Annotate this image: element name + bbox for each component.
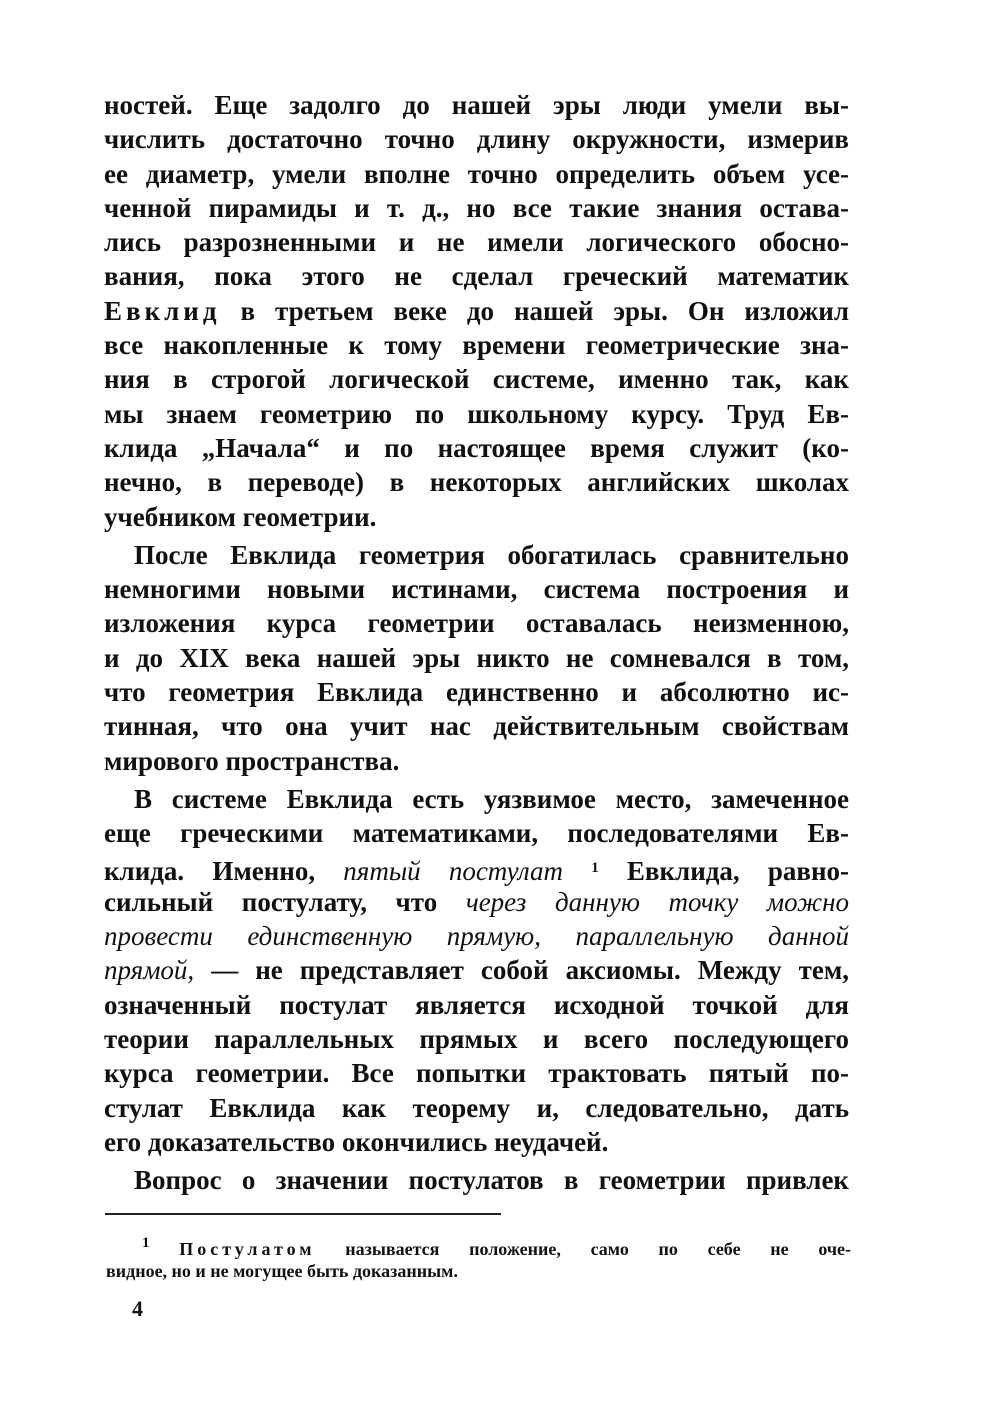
text-segment: все накопленные к тому времени геометрические зна- [104, 330, 849, 361]
text-line [104, 328, 849, 362]
text-line [104, 1056, 849, 1090]
text-segment: лись разрозненными и не имели логического обосно- [104, 227, 849, 258]
text-segment: стулат Евклида как теорему и, следовательно, дать [104, 1092, 849, 1123]
text-segment: нечно, в переводе) в некоторых английских школах [104, 467, 849, 498]
text-line [104, 191, 849, 225]
paragraph [104, 782, 849, 1159]
text-segment: клида „Начала“ и по настоящее время служит (ко- [104, 432, 849, 463]
italic-text: через данную точку можно [465, 886, 849, 917]
spaced-text: Постулатом [179, 1239, 316, 1259]
text-line [104, 885, 849, 919]
text-line [104, 157, 849, 191]
text-segment: числить достаточно точно длину окружности, измерив [104, 124, 849, 155]
text-line [104, 1091, 849, 1125]
text-segment: — не представляет собой аксиомы. Между тем, [194, 955, 849, 986]
text-line [104, 500, 849, 534]
footnote-marker: 1 [142, 1235, 150, 1251]
text-line [104, 572, 849, 606]
footnote-divider [105, 1213, 501, 1215]
text-segment: ченной пирамиды и т. д., но все такие знания остава- [104, 192, 849, 223]
page-number: 4 [132, 1296, 143, 1321]
text-line [104, 259, 849, 293]
text-line [104, 851, 849, 885]
text-segment [150, 1239, 180, 1259]
text-line [104, 538, 849, 572]
text-segment: означенный постулат является исходной точкой для [104, 989, 849, 1020]
text-segment: изложения курса геометрии оставалась неизменною, [104, 608, 849, 639]
text-line [104, 953, 849, 987]
text-line [104, 122, 849, 156]
paragraph [104, 88, 849, 534]
text-line [104, 225, 849, 259]
text-line [104, 675, 849, 709]
text-segment: курса геометрии. Все попытки трактовать пятый по- [104, 1058, 849, 1089]
text-segment: ее диаметр, умели вполне точно определить объем усе- [104, 158, 849, 189]
text-segment: учебником геометрии. [104, 501, 377, 532]
text-line [104, 1125, 849, 1159]
text-segment: мирового пространства. [104, 745, 400, 776]
text-segment: В системе Евклида есть уязвимое место, замеченное [134, 783, 849, 814]
text-segment: сильный постулату, что [104, 886, 466, 917]
italic-text: прямой, [104, 955, 195, 986]
text-segment: После Евклида геометрия обогатилась сравнительно [134, 539, 849, 570]
text-segment: называется положение, само по себе не оче- [315, 1239, 851, 1259]
text-segment: его доказательство окончились неудачей. [104, 1126, 609, 1157]
text-segment [563, 856, 591, 886]
paragraph [104, 538, 849, 778]
text-line [104, 294, 849, 328]
text-segment: видное, но и не могущее быть доказанным. [106, 1261, 458, 1281]
text-segment: ния в строгой логической системе, именно так, как [104, 364, 849, 395]
text-line [106, 1257, 851, 1285]
text-line [104, 641, 849, 675]
text-line [104, 431, 849, 465]
text-line [104, 816, 849, 850]
text-segment: еще греческими математиками, последователями Ев- [104, 818, 849, 849]
text-segment: и до XIX века нашей эры никто не сомневался в том, [104, 642, 849, 673]
text-line [104, 362, 849, 396]
text-segment: Евклида, равно- [598, 855, 849, 886]
text-segment: в третьем веке до нашей эры. Он изложил [220, 295, 849, 326]
spaced-text: Евклид [104, 295, 221, 326]
text-line [104, 1022, 849, 1056]
text-segment: клида. Именно, [104, 855, 344, 886]
footnote [106, 1229, 851, 1285]
text-line [104, 606, 849, 640]
italic-text: пятый постулат [343, 855, 563, 886]
text-line [104, 709, 849, 743]
text-line [104, 988, 849, 1022]
text-line [104, 465, 849, 499]
text-segment: что геометрия Евклида единственно и абсолютно ис- [104, 677, 849, 708]
footnote-marker: 1 [591, 859, 599, 876]
text-segment: немногими новыми истинами, система построения и [104, 574, 849, 605]
paragraph [104, 1163, 849, 1197]
text-segment: тинная, что она учит нас действительным свойствам [104, 711, 849, 742]
text-line [104, 782, 849, 816]
text-segment: вания, пока этого не сделал греческий математик [104, 261, 849, 292]
text-line [104, 1163, 849, 1197]
text-line [104, 744, 849, 778]
text-segment: ностей. Еще задолго до нашей эры люди умели вы- [104, 90, 849, 120]
body-text [104, 88, 849, 1202]
text-segment: мы знаем геометрию по школьному курсу. Труд Ев- [104, 398, 849, 429]
italic-text: провести единственную прямую, параллельную данной [104, 921, 849, 952]
text-line [104, 919, 849, 953]
text-segment: Вопрос о значении постулатов в геометрии привлек [134, 1165, 849, 1196]
text-line [104, 397, 849, 431]
text-line [106, 1229, 851, 1257]
text-line [104, 88, 849, 122]
text-segment: теории параллельных прямых и всего последующего [104, 1024, 849, 1055]
